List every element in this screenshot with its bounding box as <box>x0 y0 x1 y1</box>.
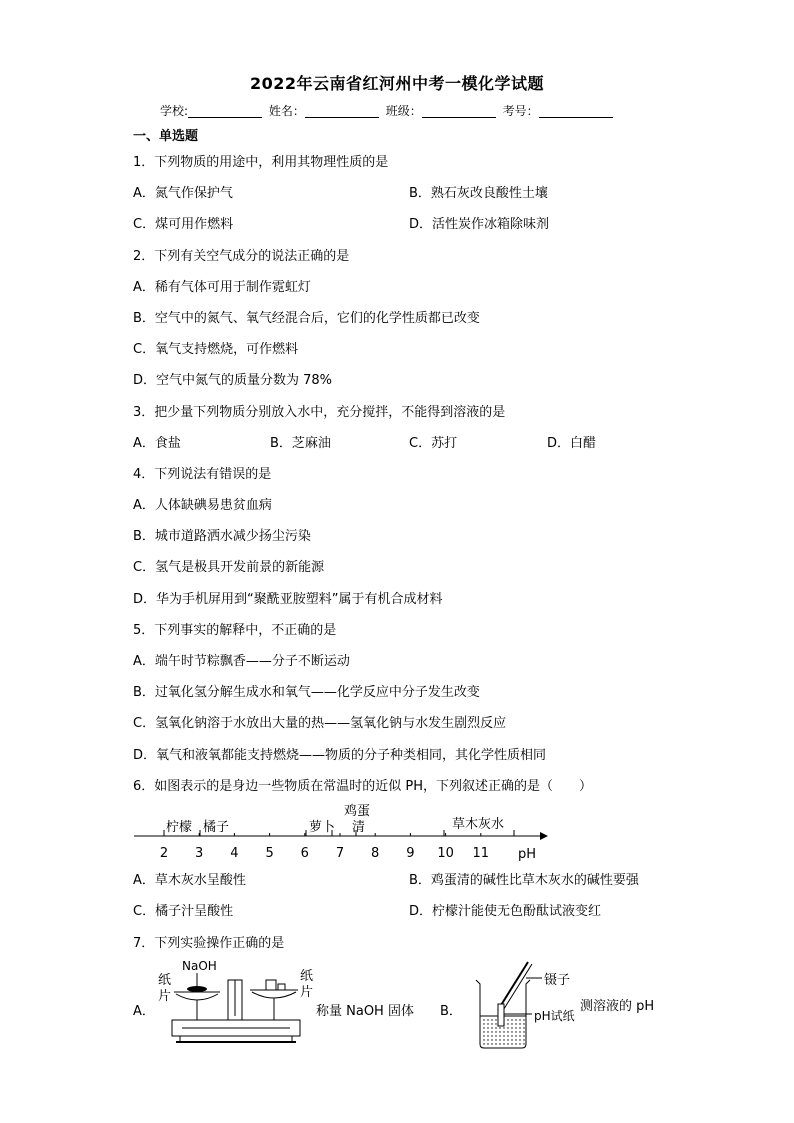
question-5-option-c: C．氢氧化钠溶于水放出大量的热——氢氧化钠与水发生剧烈反应 <box>133 716 507 731</box>
paper-left-label-1: 纸 <box>158 973 172 988</box>
tweezers-arm-2 <box>502 964 532 1012</box>
student-info-line <box>160 102 616 119</box>
ph-tick-label: 3 <box>195 846 204 861</box>
question-1-stem: 1．下列物质的用途中，利用其物理性质的是 <box>133 155 389 170</box>
question-4-stem: 4．下列说法有错误的是 <box>133 467 272 482</box>
ph-tick-label: 11 <box>472 846 490 861</box>
ph-tick-label: 6 <box>300 846 309 861</box>
ph-axis-arrow <box>540 832 548 840</box>
ph-paper <box>498 1004 504 1026</box>
ph-tick-label: 2 <box>159 846 169 861</box>
question-2-option-b: B．空气中的氮气、氧气经混合后，它们的化学性质都已改变 <box>133 311 480 326</box>
question-3-option-d: D．白醋 <box>547 436 597 451</box>
ph-tick-label: 8 <box>371 846 380 861</box>
left-pan <box>176 994 218 1000</box>
paper-right-label-2: 片 <box>300 985 314 1000</box>
question-7-option-a-label: A． <box>133 1004 155 1019</box>
question-5-option-d: D．氧气和液氧都能支持燃烧——物质的分子种类相同，其化学性质相同 <box>133 748 547 763</box>
ph-tick-label: 10 <box>437 846 454 861</box>
ph-tick-label: 7 <box>335 846 345 861</box>
right-pan <box>252 992 296 998</box>
paper-right-label-1: 纸 <box>300 969 314 984</box>
question-3-stem: 3．把少量下列物质分别放入水中，充分搅拌，不能得到溶液的是 <box>133 405 506 420</box>
naoh-label: NaOH <box>182 959 217 973</box>
naoh-pile <box>187 986 207 992</box>
exam-no-label: 考号： <box>502 104 539 118</box>
name-label: 姓名： <box>268 104 305 118</box>
ph-unit-label: pH <box>518 847 537 862</box>
ash-label: 草木灰水 <box>452 817 505 832</box>
question-2-option-d: D．空气中氮气的质量分数为 78% <box>133 373 333 388</box>
question-1-option-d: D．活性炭作冰箱除味剂 <box>409 217 550 232</box>
ph-paper-label: pH试纸 <box>534 1009 575 1023</box>
school-blank[interactable] <box>188 105 262 118</box>
tweezers-arm-1 <box>498 962 528 1010</box>
orange-label: 橘子 <box>203 820 230 835</box>
weight-small <box>278 984 285 990</box>
question-3-option-a: A．食盐 <box>133 436 181 451</box>
weight <box>266 980 276 990</box>
question-7-option-b-label: B． <box>440 1004 462 1019</box>
question-5-option-b: B．过氧化氢分解生成水和氧气——化学反应中分子发生改变 <box>133 685 480 700</box>
ph-tick-label: 5 <box>265 846 274 861</box>
ph-tick-label: 9 <box>406 846 415 861</box>
question-5-option-a: A．端午时节粽飘香——分子不断运动 <box>133 654 350 669</box>
question-6-option-a: A．草木灰水呈酸性 <box>133 873 246 888</box>
question-6-stem: 6．如图表示的是身边一些物质在常温时的近似 PH，下列叙述正确的是（ ） <box>133 779 593 794</box>
ph-tick-label: 4 <box>230 846 239 861</box>
paper-left-label-2: 片 <box>158 989 172 1004</box>
question-7-stem: 7．下列实验操作正确的是 <box>133 936 285 951</box>
question-2-stem: 2．下列有关空气成分的说法正确的是 <box>133 249 350 264</box>
question-5-stem: 5．下列事实的解释中，不正确的是 <box>133 623 337 638</box>
question-6-option-c: C．橘子汁呈酸性 <box>133 904 234 919</box>
name-blank[interactable] <box>305 105 379 118</box>
exam-no-blank[interactable] <box>539 105 613 118</box>
page-title: 2022年云南省红河州中考一模化学试题 <box>249 74 545 93</box>
question-6-option-d: D．柠檬汁能使无色酚酞试液变红 <box>409 904 602 919</box>
radish-label: 萝卜 <box>309 820 336 835</box>
tweezers-label: 镊子 <box>544 973 571 988</box>
question-1-option-a: A．氮气作保护气 <box>133 186 233 201</box>
question-4-option-a: A．人体缺碘易患贫血病 <box>133 498 272 513</box>
class-label: 班级： <box>385 104 422 118</box>
question-7-option-a-caption: 称量 NaOH 固体 <box>316 1004 414 1019</box>
class-blank[interactable] <box>422 105 496 118</box>
question-4-option-b: B．城市道路洒水减少扬尘污染 <box>133 529 311 544</box>
question-4-option-d: D．华为手机屏用到“聚酰亚胺塑料”属于有机合成材料 <box>133 592 443 607</box>
balance-figure <box>152 958 322 1056</box>
question-2-option-c: C．氧气支持燃烧，可作燃料 <box>133 342 299 357</box>
school-label: 学校: <box>160 104 189 118</box>
question-3-option-c: C．苏打 <box>409 436 458 451</box>
lemon-label: 柠檬 <box>166 820 193 835</box>
question-2-option-a: A．稀有气体可用于制作霓虹灯 <box>133 280 311 295</box>
question-1-option-b: B．熟石灰改良酸性土壤 <box>409 186 548 201</box>
question-6-option-b: B．鸡蛋清的碱性比草木灰水的碱性要强 <box>409 873 639 888</box>
ph-scale-figure <box>128 800 558 864</box>
section-heading: 一、单选题 <box>133 129 199 144</box>
question-4-option-c: C．氢气是极具开发前景的新能源 <box>133 560 325 575</box>
egg-label-line1: 鸡蛋 <box>344 804 371 819</box>
ph-test-figure <box>470 958 670 1056</box>
egg-label-line2: 清 <box>352 820 366 835</box>
question-1-option-c: C．煤可用作燃料 <box>133 217 234 232</box>
question-7-option-b-caption: 测溶液的 pH <box>580 999 655 1014</box>
question-3-option-b: B．芝麻油 <box>270 436 331 451</box>
